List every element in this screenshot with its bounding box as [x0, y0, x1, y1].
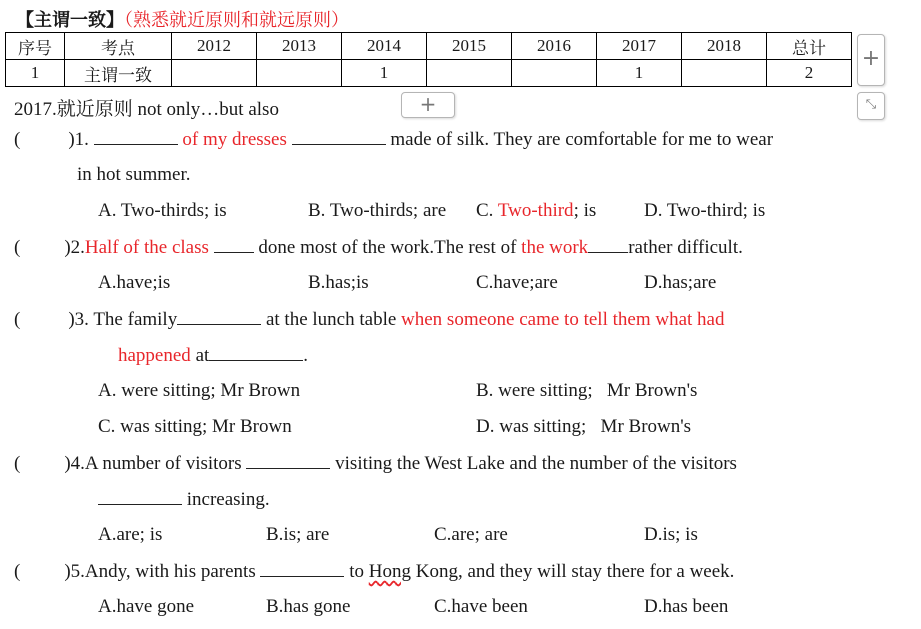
- option-b[interactable]: B. Two-thirds; are: [308, 200, 447, 221]
- question-text: visiting the West Lake and the number of the visitors: [335, 453, 737, 474]
- question-text: increasing.: [186, 489, 270, 510]
- option-d[interactable]: D. was sitting; Mr Brown's: [476, 416, 692, 437]
- answer-blank[interactable]: [588, 236, 628, 253]
- resize-icon: ⤡: [865, 97, 877, 112]
- table-cell: 1: [342, 60, 427, 87]
- paren-close: ): [64, 237, 71, 258]
- question-4-cont: [98, 488, 270, 511]
- option-c[interactable]: C.have been: [434, 596, 528, 617]
- question-5: [14, 560, 734, 583]
- highlight-subject: of my dresses: [182, 129, 287, 150]
- question-text: Kong, and they will stay there for a week.: [415, 561, 735, 582]
- option-a[interactable]: A.are; is: [98, 524, 163, 545]
- paren-open: (: [14, 561, 21, 582]
- question-3: [14, 308, 724, 331]
- table-header: 2016: [512, 33, 597, 60]
- resize-table-button[interactable]: [857, 92, 885, 120]
- table-cell: [427, 60, 512, 87]
- answer-blank[interactable]: [292, 128, 386, 145]
- answer-blank[interactable]: [209, 344, 303, 361]
- table-header: 序号: [6, 33, 65, 60]
- paren-open: (: [14, 453, 21, 474]
- table-cell: 1: [597, 60, 682, 87]
- paren-close: ): [68, 309, 75, 330]
- answer-blank[interactable]: [214, 236, 254, 253]
- section-title: 2017.就近原则 not only…but also: [14, 99, 279, 120]
- question-text: .: [303, 345, 309, 366]
- answer-blank[interactable]: [260, 560, 344, 577]
- table-header: 2013: [257, 33, 342, 60]
- option-a[interactable]: A.have gone: [98, 596, 195, 617]
- option-b[interactable]: B.has;is: [308, 272, 369, 293]
- option-a[interactable]: A. were sitting; Mr Brown: [98, 380, 301, 401]
- option-c[interactable]: C.have;are: [476, 272, 558, 293]
- answer-blank[interactable]: [177, 308, 261, 325]
- highlight-subject: Half of the class: [84, 237, 209, 258]
- question-text: rather difficult.: [628, 237, 743, 258]
- option-c-highlight: Two-third: [497, 200, 574, 221]
- option-c[interactable]: C. was sitting; Mr Brown: [98, 416, 292, 437]
- table-cell: 2: [767, 60, 852, 87]
- question-text: The family: [93, 309, 178, 330]
- question-3-cont: [118, 344, 308, 367]
- highlight-clause: when someone came to tell them what had: [401, 309, 725, 330]
- highlight-clause: happened: [118, 345, 191, 366]
- option-a[interactable]: A.have;is: [98, 272, 171, 293]
- question-number: 4.: [70, 453, 85, 474]
- question-2: [14, 236, 743, 259]
- question-text: made of silk. They are comfortable for me to wear: [390, 129, 774, 150]
- table-header: 2014: [342, 33, 427, 60]
- option-c[interactable]: C.are; are: [434, 524, 508, 545]
- option-d[interactable]: D.has;are: [644, 272, 717, 293]
- question-1-cont: in hot summer.: [77, 164, 191, 185]
- question-text: to: [349, 561, 364, 582]
- table-header: 总计: [767, 33, 852, 60]
- add-column-button[interactable]: [857, 34, 885, 86]
- paren-close: ): [64, 453, 71, 474]
- question-number: 2.: [70, 237, 85, 258]
- question-number: 5.: [70, 561, 85, 582]
- highlight-subject: the work: [521, 237, 589, 258]
- plus-icon: +: [861, 46, 881, 71]
- paren-open: (: [14, 309, 21, 330]
- table-cell: [682, 60, 767, 87]
- paren-close: ): [64, 561, 71, 582]
- table-header: 2015: [427, 33, 512, 60]
- answer-blank[interactable]: [246, 452, 330, 469]
- heading: [16, 6, 349, 32]
- add-row-button[interactable]: [401, 92, 455, 118]
- option-d[interactable]: D. Two-third; is: [644, 200, 766, 221]
- paren-open: (: [14, 129, 21, 150]
- option-c-suffix: ; is: [573, 200, 597, 221]
- question-number: 1.: [74, 129, 89, 150]
- table-header: 2012: [172, 33, 257, 60]
- question-4: [14, 452, 737, 475]
- question-text: done most of the work.The rest of: [258, 237, 517, 258]
- spellcheck-word: Hong: [368, 561, 411, 582]
- table-row: [6, 60, 852, 87]
- question-1: [14, 128, 773, 151]
- table-header: 考点: [65, 33, 172, 60]
- plus-icon: +: [419, 92, 437, 116]
- table-cell: 主谓一致: [65, 60, 172, 87]
- table-cell: [172, 60, 257, 87]
- option-b[interactable]: B.has gone: [266, 596, 351, 617]
- question-text: A number of visitors: [84, 453, 242, 474]
- heading-title: 【主谓一致】: [16, 10, 124, 30]
- answer-blank[interactable]: [94, 128, 178, 145]
- table-header-row: [6, 33, 852, 60]
- answer-blank[interactable]: [98, 488, 182, 505]
- paren-open: (: [14, 237, 21, 258]
- option-d[interactable]: D.has been: [644, 596, 729, 617]
- option-c-prefix: C.: [476, 200, 498, 221]
- table-cell: [512, 60, 597, 87]
- option-a[interactable]: A. Two-thirds; is: [98, 200, 227, 221]
- option-c[interactable]: [476, 200, 596, 222]
- question-text: Andy, with his parents: [84, 561, 256, 582]
- question-number: 3.: [74, 309, 89, 330]
- table-cell: 1: [6, 60, 65, 87]
- question-text: at the lunch table: [265, 309, 397, 330]
- heading-subtitle: （熟悉就近原则和就远原则）: [124, 10, 349, 30]
- stats-table: [5, 32, 852, 87]
- table-header: 2017: [597, 33, 682, 60]
- option-b[interactable]: B. were sitting; Mr Brown's: [476, 380, 698, 401]
- table-cell: [257, 60, 342, 87]
- question-text: at: [195, 345, 210, 366]
- option-d[interactable]: D.is; is: [644, 524, 698, 545]
- option-b[interactable]: B.is; are: [266, 524, 330, 545]
- table-header: 2018: [682, 33, 767, 60]
- paren-close: ): [68, 129, 75, 150]
